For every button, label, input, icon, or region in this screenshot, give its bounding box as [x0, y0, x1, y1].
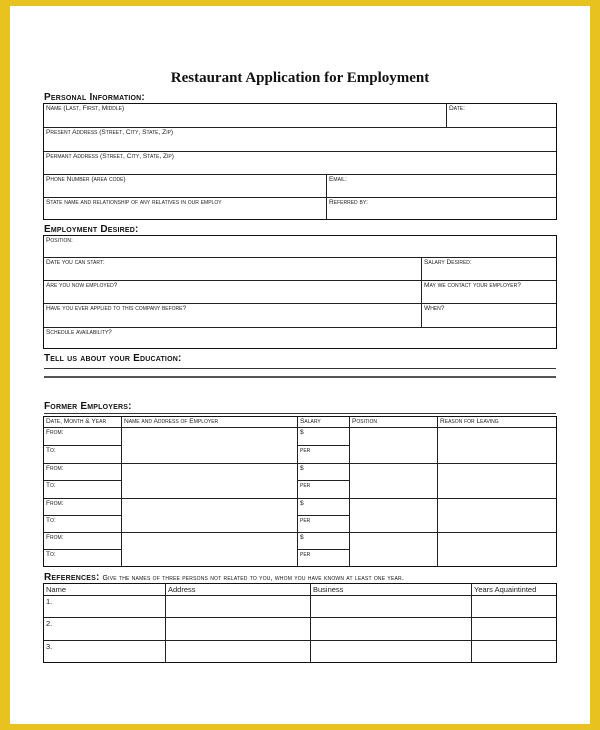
salary-field[interactable]: $ — [298, 428, 350, 446]
col-reason: Reason for Leaving — [438, 417, 557, 428]
ref-col-years: Years Aquaintinted — [472, 584, 557, 596]
col-salary: Salary — [298, 417, 350, 428]
personal-info-heading: Personal Information: — [44, 92, 145, 103]
date-field[interactable]: Date: — [447, 104, 557, 128]
ref-row-2-business[interactable] — [311, 618, 472, 641]
permanent-address-field[interactable]: Permant Address (Street, City, State, Zip) — [44, 152, 557, 175]
employment-desired-heading: Employment Desired: — [44, 224, 139, 235]
former-employers-heading: Former Employers: — [44, 401, 132, 412]
reason-field[interactable] — [438, 499, 557, 533]
from-field[interactable]: From: — [44, 428, 122, 446]
col-date: Date, Month & Year — [44, 417, 122, 428]
from-field[interactable]: From: — [44, 533, 122, 550]
education-line-2[interactable] — [44, 376, 556, 378]
present-address-field[interactable]: Present Address (Street, City, State, Zip) — [44, 128, 557, 152]
contact-employer-field[interactable]: May we contact your employer? — [422, 281, 557, 304]
references-heading: References: Give the names of three persons not related to you, whom you have known at least one year. — [44, 572, 404, 583]
ref-row-3-years[interactable] — [472, 641, 557, 663]
applied-before-field[interactable]: Have you ever applied to this company before? — [44, 304, 422, 328]
ref-row-1-address[interactable] — [166, 596, 311, 618]
former-employers-rule — [44, 413, 556, 414]
position-field[interactable] — [350, 533, 438, 567]
reason-field[interactable] — [438, 464, 557, 499]
references-note: Give the names of three persons not related to you, whom you have known at least one year. — [102, 575, 404, 582]
application-page — [10, 6, 590, 724]
personal-info-table — [43, 103, 557, 220]
ref-row-1-business[interactable] — [311, 596, 472, 618]
to-field[interactable]: To: — [44, 550, 122, 567]
ref-row-3-address[interactable] — [166, 641, 311, 663]
education-line-1[interactable] — [44, 368, 556, 369]
from-field[interactable]: From: — [44, 499, 122, 516]
employed-now-field[interactable]: Are you now employed? — [44, 281, 422, 304]
employment-desired-table — [43, 235, 557, 349]
salary-field[interactable]: $ — [298, 499, 350, 516]
per-field[interactable]: per — [298, 550, 350, 567]
reason-field[interactable] — [438, 428, 557, 464]
referred-by-field[interactable]: Referred by: — [327, 198, 557, 220]
relatives-field[interactable]: State name and relationship of any relatives in our employ — [44, 198, 327, 220]
when-field[interactable]: When? — [422, 304, 557, 328]
ref-row-3-business[interactable] — [311, 641, 472, 663]
former-employers-table — [43, 416, 557, 567]
employer-name-field[interactable] — [122, 464, 298, 499]
ref-col-address: Address — [166, 584, 311, 596]
ref-row-2-address[interactable] — [166, 618, 311, 641]
col-employer: Name and Address of Employer — [122, 417, 298, 428]
position-field[interactable]: Position: — [44, 236, 557, 258]
start-date-field[interactable]: Date you can start: — [44, 258, 422, 281]
per-field[interactable]: per — [298, 481, 350, 499]
ref-col-name: Name — [44, 584, 166, 596]
reason-field[interactable] — [438, 533, 557, 567]
ref-row-3-name[interactable]: 3. — [44, 641, 166, 663]
ref-col-business: Business — [311, 584, 472, 596]
salary-field[interactable]: $ — [298, 533, 350, 550]
position-field[interactable] — [350, 428, 438, 464]
col-position: Position — [350, 417, 438, 428]
email-field[interactable]: Email: — [327, 175, 557, 198]
references-table — [43, 583, 557, 663]
form-title: Restaurant Application for Employment — [170, 70, 430, 86]
name-field[interactable]: Name (Last, First, Middle) — [44, 104, 447, 128]
ref-row-2-years[interactable] — [472, 618, 557, 641]
education-heading: Tell us about your Education: — [44, 353, 182, 364]
per-field[interactable]: per — [298, 446, 350, 464]
schedule-field[interactable]: Schedule availability? — [44, 328, 557, 349]
to-field[interactable]: To: — [44, 516, 122, 533]
position-field[interactable] — [350, 499, 438, 533]
salary-desired-field[interactable]: Salary Desired: — [422, 258, 557, 281]
phone-field[interactable]: Phone Number (area code) — [44, 175, 327, 198]
per-field[interactable]: per — [298, 516, 350, 533]
employer-name-field[interactable] — [122, 499, 298, 533]
from-field[interactable]: From: — [44, 464, 122, 481]
to-field[interactable]: To: — [44, 446, 122, 464]
position-field[interactable] — [350, 464, 438, 499]
employer-name-field[interactable] — [122, 428, 298, 464]
ref-row-1-years[interactable] — [472, 596, 557, 618]
employer-name-field[interactable] — [122, 533, 298, 567]
ref-row-1-name[interactable]: 1. — [44, 596, 166, 618]
salary-field[interactable]: $ — [298, 464, 350, 481]
to-field[interactable]: To: — [44, 481, 122, 499]
ref-row-2-name[interactable]: 2. — [44, 618, 166, 641]
